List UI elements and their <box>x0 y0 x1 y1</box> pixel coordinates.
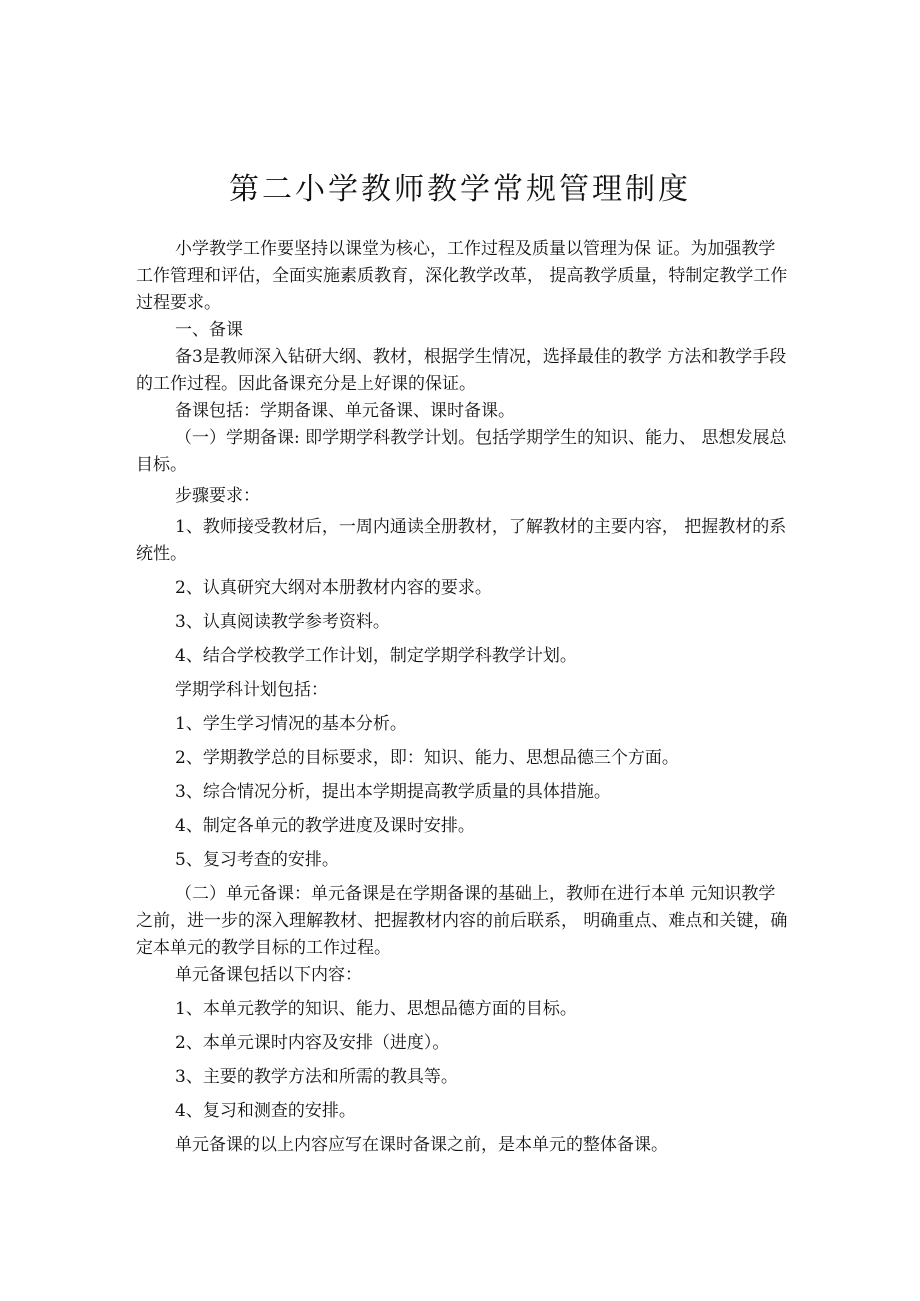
unit-item: 4、复习和测查的安排。 <box>175 1101 356 1121</box>
unit-prep-paragraph: （二）单元备课：单元备课是在学期备课的基础上，教师在进行本单 元知识教学之前，进一步的深入理解教材、把握教材内容的前后联系， 明确重点、难点和关键，确定本单元的教学目标的工作过程。 <box>136 884 788 958</box>
plan-item: 3、综合情况分析，提出本学期提高教学质量的具体措施。 <box>175 782 611 802</box>
plan-heading: 学期学科计划包括： <box>175 680 328 700</box>
unit-item: 2、本单元课时内容及安排（进度）。 <box>175 1033 450 1053</box>
step-item: 4、结合学校教学工作计划，制定学期学科教学计划。 <box>175 646 577 666</box>
step-item: 1、教师接受教材后，一周内通读全册教材，了解教材的主要内容， 把握教材的系统性。 <box>136 517 787 564</box>
semester-prep-paragraph: （一）学期备课: 即学期学科教学计划。包括学期学生的知识、能力、 思想发展总目标。 <box>136 428 787 475</box>
plan-item: 2、学期教学总的目标要求，即：知识、能力、思想品德三个方面。 <box>175 748 679 768</box>
section-heading-prep: 一、备课 <box>175 320 243 340</box>
steps-heading: 步骤要求： <box>175 486 260 506</box>
plan-item: 5、复习考查的安排。 <box>175 850 339 870</box>
unit-item: 3、主要的教学方法和所需的教具等。 <box>175 1067 458 1087</box>
document-body <box>136 236 788 1159</box>
intro-paragraph: 小学教学工作要坚持以课堂为核心，工作过程及质量以管理为保 证。为加强教学工作管理和评估，全面实施素质教育，深化教学改革， 提高教学质量，特制定教学工作过程要求。 <box>136 239 788 313</box>
unit-heading: 单元备课包括以下内容： <box>175 965 362 985</box>
unit-closing-paragraph: 单元备课的以上内容应写在课时备课之前，是本单元的整体备课。 <box>175 1135 668 1155</box>
plan-item: 1、学生学习情况的基本分析。 <box>175 714 407 734</box>
step-item: 3、认真阅读教学参考资料。 <box>175 612 390 632</box>
step-item: 2、认真研究大纲对本册教材内容的要求。 <box>175 578 492 598</box>
document-title: 第二小学教师教学常规管理制度 <box>229 172 691 207</box>
plan-item: 4、制定各单元的教学进度及课时安排。 <box>175 816 475 836</box>
unit-item: 1、本单元教学的知识、能力、思想品德方面的目标。 <box>175 999 577 1019</box>
prep-definition-paragraph: 备3是教师深入钻研大纲、教材，根据学生情况，选择最佳的教学 方法和教学手段的工作过程。因此备课充分是上好课的保证。 <box>136 347 787 394</box>
prep-includes-line: 备课包括：学期备课、单元备课、课时备课。 <box>175 401 515 421</box>
